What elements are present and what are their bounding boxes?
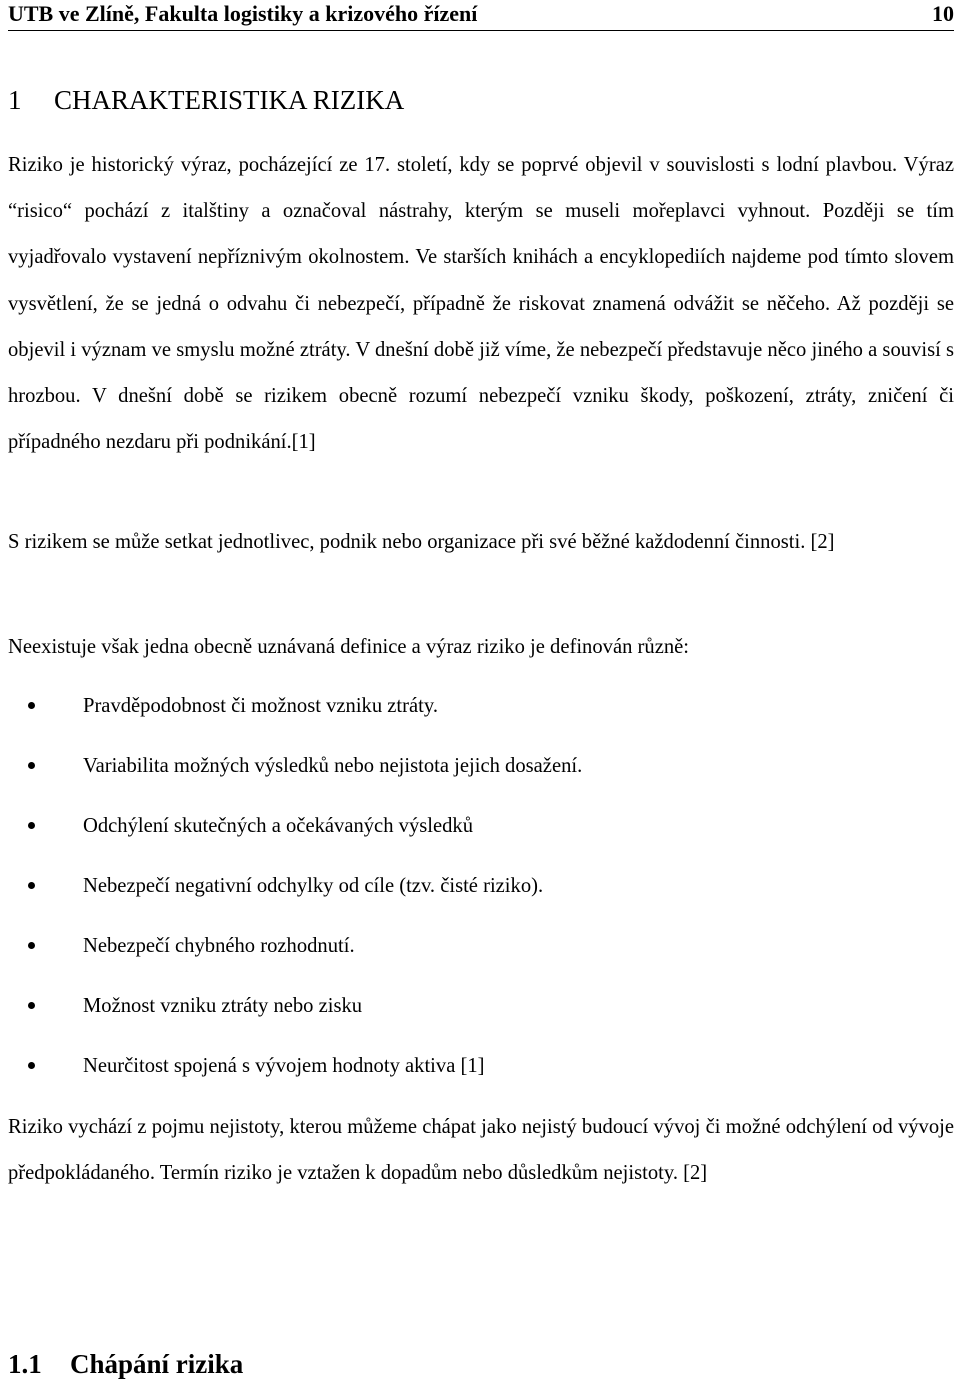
list-item-text: Neurčitost spojená s vývojem hodnoty aktiva [1]	[83, 1055, 485, 1077]
bullet-icon	[28, 942, 35, 949]
list-item-text: Nebezpečí negativní odchylky od cíle (tzv. čisté riziko).	[83, 875, 544, 897]
definitions-list	[8, 683, 954, 1103]
paragraph-definitions-lead: Neexistuje však jedna obecně uznávaná definice a výraz riziko je definován různě:	[8, 636, 689, 658]
list-item	[8, 983, 954, 1043]
list-item-text: Možnost vzniku ztráty nebo zisku	[83, 995, 363, 1017]
page-number: 10	[932, 1, 954, 26]
list-item-text: Odchýlení skutečných a očekávaných výsledků	[83, 815, 474, 837]
list-item-text: Pravděpodobnost či možnost vzniku ztráty.	[83, 695, 438, 717]
bullet-icon	[28, 1002, 35, 1009]
paragraph-scope: S rizikem se může setkat jednotlivec, podnik nebo organizace při své běžné každodenní činnosti. [2]	[8, 531, 835, 553]
paragraph-intro: Riziko je historický výraz, pocházející ze 17. století, kdy se poprvé objevil v souvislosti s lodní plavbou. Výraz “risico“ pochází z italštiny a označoval nástrahy, kterým se museli mořeplavci vyhnout. Později se tím vyjadřovalo vystavení nepříznivým okolnostem. Ve starších knihách a encyklopediích najdeme pod tímto slovem vysvětlení, že se jedná o odvahu či nebezpečí, případně že riskovat znamená odvážit se něčeho. Až později se objevil i význam ve smyslu možné ztráty. V dnešní době již víme, že nebezpečí představuje něco jiného a souvisí s hrozbou. V dnešní době se rizikem obecně rozumí nebezpečí vzniku škody, poškození, ztráty, zničení či případného nezdaru při podnikání.[1]	[8, 154, 954, 454]
chapter-heading	[8, 82, 404, 118]
list-item	[8, 803, 954, 863]
bullet-icon	[28, 822, 35, 829]
list-item	[8, 743, 954, 803]
list-item-text: Variabilita možných výsledků nebo nejistota jejich dosažení.	[83, 755, 583, 777]
bullet-icon	[28, 882, 35, 889]
list-item	[8, 683, 954, 743]
list-item	[8, 1043, 954, 1103]
chapter-title: CHARAKTERISTIKA RIZIKA	[54, 85, 405, 115]
header-title: UTB ve Zlíně, Fakulta logistiky a krizového řízení	[8, 1, 478, 26]
list-item-text: Nebezpečí chybného rozhodnutí.	[83, 935, 355, 957]
list-item	[8, 863, 954, 923]
section-heading	[8, 1346, 243, 1382]
bullet-icon	[28, 702, 35, 709]
bullet-icon	[28, 1062, 35, 1069]
paragraph-uncertainty: Riziko vychází z pojmu nejistoty, kterou můžeme chápat jako nejistý budoucí vývoj či možné odchýlení od vývoje předpokládaného. Termín riziko je vztažen k dopadům nebo důsledkům nejistoty. [2]	[8, 1116, 954, 1185]
section-title: Chápání rizika	[70, 1349, 244, 1379]
section-number: 1.1	[8, 1349, 42, 1379]
chapter-number: 1	[8, 85, 22, 115]
list-item	[8, 923, 954, 983]
page-header	[8, 0, 954, 31]
bullet-icon	[28, 762, 35, 769]
